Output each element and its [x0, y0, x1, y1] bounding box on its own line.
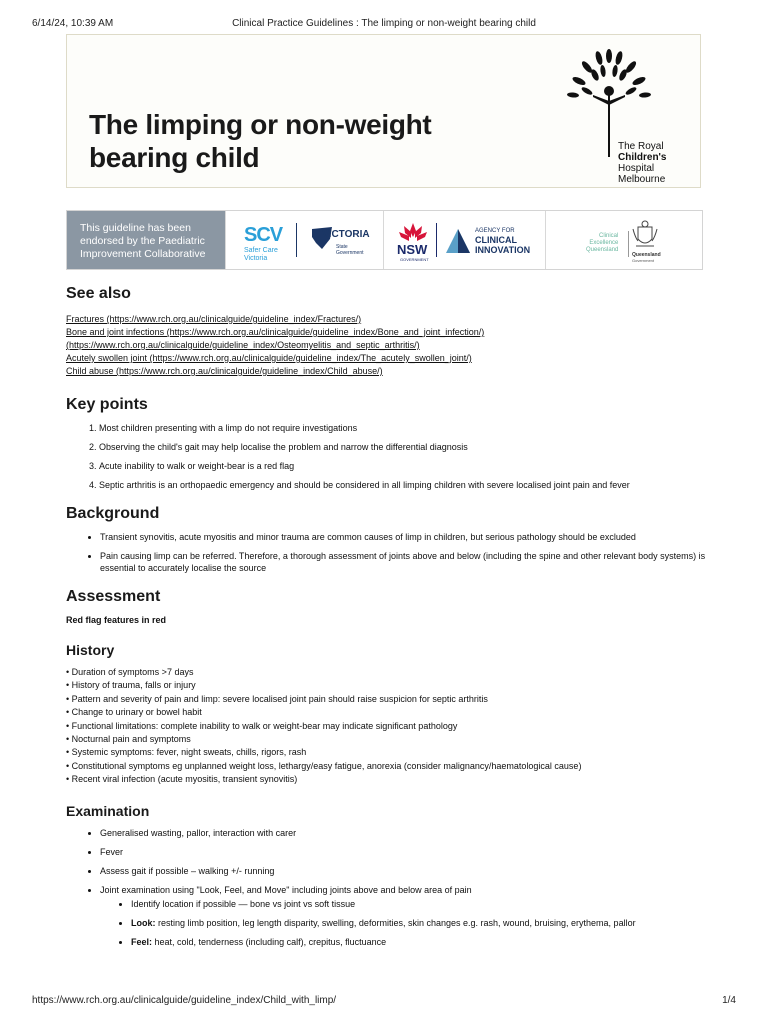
sub-item-label: Feel: — [131, 936, 153, 947]
print-datetime: 6/14/24, 10:39 AM — [32, 18, 114, 29]
queensland-government-logo[interactable] — [630, 219, 660, 263]
hero-banner — [66, 34, 701, 188]
page-number: 1/4 — [722, 995, 736, 1006]
endorsement-message: This guideline has been endorsed by the Paediatric Improvement Collaborative — [67, 211, 225, 269]
list-item: • History of trauma, falls or injury — [66, 680, 196, 691]
rch-logo[interactable] — [559, 49, 679, 185]
history-list — [66, 666, 706, 787]
assessment-heading: Assessment — [66, 588, 161, 605]
list-item: • Systemic symptoms: fever, night sweats, chills, rigors, rash — [66, 747, 307, 758]
org-line-1: The Royal — [618, 141, 664, 152]
clinical-excellence-queensland-logo[interactable]: Clinical Excellence Queensland — [586, 233, 619, 253]
waratah-icon — [396, 221, 430, 243]
victoria-wordmark: VICTORIA — [322, 229, 370, 240]
scv-sub-2: Victoria — [244, 255, 268, 262]
background-heading: Background — [66, 505, 160, 522]
key-points-list — [66, 422, 706, 491]
see-also-links — [66, 313, 706, 378]
examination-heading: Examination — [66, 802, 150, 819]
rch-wordmark — [618, 141, 667, 185]
print-header — [32, 18, 736, 32]
org-line-2: Children's — [618, 152, 667, 163]
list-item: • Transient synovitis, acute myositis and minor trauma are common causes of limp in children, but serious pathology should be excluded — [100, 531, 706, 543]
qld-line-1: Queensland — [632, 252, 661, 258]
list-item: • Assess gait if possible – walking +/- running — [100, 865, 706, 877]
endorsement-logos-victoria — [225, 211, 384, 269]
logo-divider — [436, 223, 437, 257]
sub-list-item — [131, 917, 706, 929]
list-item: • Generalised wasting, pallor, interaction with carer — [100, 827, 706, 839]
victoria-government-logo[interactable] — [310, 225, 380, 259]
org-line-3: Hospital — [618, 163, 655, 174]
sub-list-item — [131, 898, 706, 910]
sub-item-text: heat, cold, tenderness (including calf), crepitus, fluctuance — [152, 936, 387, 947]
list-item — [100, 884, 706, 948]
sub-list-item — [131, 936, 706, 948]
aci-logo[interactable] — [444, 225, 544, 259]
see-also-heading: See also — [66, 285, 131, 302]
aci-triangle-icon — [444, 227, 472, 255]
examination-list — [66, 827, 706, 948]
link-acutely-swollen-joint[interactable]: Acutely swollen joint (https://www.rch.org.au/clinicalguide/guideline_index/The_acutely_swollen_joint/) — [66, 353, 472, 363]
main-content — [66, 283, 706, 955]
endorsement-strip — [66, 210, 703, 270]
scv-logo[interactable] — [244, 224, 282, 263]
sub-item-label: Look: — [131, 917, 156, 928]
link-osteomyelitis[interactable]: (https://www.rch.org.au/clinicalguide/guideline_index/Osteomyelitis_and_septic_arthritis/) — [66, 340, 420, 350]
qld-line-2: Government — [632, 258, 655, 263]
list-item: • Change to urinary or bowel habit — [66, 707, 202, 718]
nsw-wordmark: NSW — [397, 242, 428, 257]
list-item: • Fever — [100, 846, 706, 858]
logo-divider — [628, 231, 629, 257]
org-line-4: Melbourne — [618, 174, 666, 185]
sub-item-text: resting limb position, leg length disparity, swelling, deformities, skin changes e.g. rash, wound, bruising, erythema, pallor — [155, 917, 636, 928]
print-doc-title: Clinical Practice Guidelines : The limping or non-weight bearing child — [232, 18, 536, 29]
examination-sub-list — [100, 898, 706, 948]
list-item: 2. Observing the child's gait may help localise the problem and narrow the differential diagnosis — [99, 441, 706, 453]
endorsement-logos-nsw — [383, 211, 546, 269]
list-item: 4. Septic arthritis is an orthopaedic emergency and should be considered in all limping children with severe localised joint pain and fever — [99, 479, 706, 491]
list-item: • Pattern and severity of pain and limp: severe localised joint pain should raise suspicion for septic arthritis — [66, 693, 488, 704]
print-footer — [32, 995, 736, 1009]
victoria-sub: State Government — [336, 244, 364, 256]
list-item: 3. Acute inability to walk or weight-bear is a red flag — [99, 460, 706, 472]
list-item-text: Joint examination using "Look, Feel, and Move" including joints above and below area of pain — [100, 884, 472, 895]
list-item: • Duration of symptoms >7 days — [66, 667, 194, 677]
aci-line-1: AGENCY FOR — [475, 228, 515, 234]
scv-sub-1: Safer Care — [244, 247, 278, 254]
background-list — [66, 531, 706, 574]
list-item: 1. Most children presenting with a limp do not require investigations — [99, 422, 706, 434]
nsw-government-logo[interactable] — [396, 221, 430, 261]
queensland-crest-icon — [630, 219, 660, 251]
list-item: • Constitutional symptoms eg unplanned weight loss, lethargy/easy fatigue, anorexia (consider malignancy/haematological cause) — [66, 760, 582, 771]
logo-divider — [296, 223, 297, 257]
endorsement-logos-queensland — [545, 211, 704, 269]
scv-wordmark: SCV — [244, 224, 283, 246]
history-heading: History — [66, 642, 115, 658]
print-url: https://www.rch.org.au/clinicalguide/guideline_index/Child_with_limp/ — [32, 995, 337, 1006]
key-points-heading: Key points — [66, 396, 148, 413]
link-fractures[interactable]: Fractures (https://www.rch.org.au/clinicalguide/guideline_index/Fractures/) — [66, 314, 362, 324]
list-item: • Pain causing limp can be referred. Therefore, a thorough assessment of joints above and below (including the spine and other relevant body systems) is essential to accurately localise the source — [100, 550, 706, 574]
page-title: The limping or non-weight bearing child — [89, 109, 432, 173]
aci-line-2-3: CLINICAL INNOVATION — [475, 235, 531, 255]
list-item: • Functional limitations: complete inability to walk or weight-bear may indicate significant pathology — [66, 720, 458, 731]
nsw-sub: GOVERNMENT — [400, 257, 429, 262]
red-flag-note: Red flag features in red — [66, 615, 167, 625]
list-item: • Nocturnal pain and symptoms — [66, 734, 191, 745]
link-bone-joint-infections[interactable]: Bone and joint infections (https://www.rch.org.au/clinicalguide/guideline_index/Bone_and_joint_infection/) — [66, 327, 485, 337]
list-item: • Recent viral infection (acute myositis, transient synovitis) — [66, 774, 298, 785]
link-child-abuse[interactable]: Child abuse (https://www.rch.org.au/clinicalguide/guideline_index/Child_abuse/) — [66, 366, 383, 376]
sub-item-text: Identify location if possible — bone vs joint vs soft tissue — [131, 898, 356, 909]
